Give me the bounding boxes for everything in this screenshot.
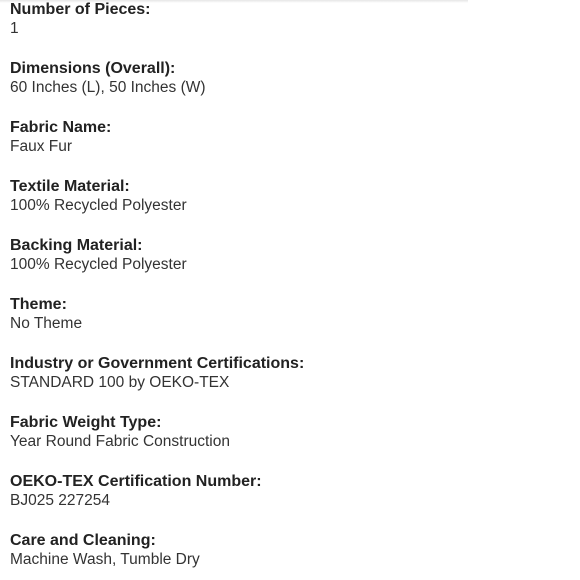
spec-label: Fabric Weight Type:: [10, 414, 162, 431]
spec-label: Dimensions (Overall):: [10, 60, 176, 77]
spec-value: 1: [10, 20, 19, 37]
spec-label: Care and Cleaning:: [10, 532, 156, 549]
specifications-list: [10, 0, 570, 580]
spec-number-of-pieces: [10, 0, 570, 59]
spec-value: Year Round Fabric Construction: [10, 433, 230, 450]
spec-textile-material: [10, 177, 570, 236]
spec-care-and-cleaning: [10, 531, 570, 580]
spec-value: No Theme: [10, 315, 83, 332]
spec-fabric-name: [10, 118, 570, 177]
spec-value: STANDARD 100 by OEKO-TEX: [10, 374, 230, 391]
spec-value: 60 Inches (L), 50 Inches (W): [10, 79, 206, 96]
spec-label: Textile Material:: [10, 178, 130, 195]
spec-label: OEKO-TEX Certification Number:: [10, 473, 262, 490]
spec-label: Fabric Name:: [10, 119, 112, 136]
spec-certifications: [10, 354, 570, 413]
spec-value: Faux Fur: [10, 138, 73, 155]
spec-fabric-weight-type: [10, 413, 570, 472]
spec-theme: [10, 295, 570, 354]
spec-backing-material: [10, 236, 570, 295]
spec-label: Theme:: [10, 296, 67, 313]
spec-value: 100% Recycled Polyester: [10, 197, 187, 214]
spec-value: BJ025 227254: [10, 492, 110, 509]
spec-value: Machine Wash, Tumble Dry: [10, 551, 200, 568]
spec-oeko-tex-number: [10, 472, 570, 531]
spec-label: Industry or Government Certifications:: [10, 355, 305, 372]
spec-label: Number of Pieces:: [10, 1, 151, 18]
spec-value: 100% Recycled Polyester: [10, 256, 187, 273]
spec-label: Backing Material:: [10, 237, 143, 254]
spec-dimensions: [10, 59, 570, 118]
